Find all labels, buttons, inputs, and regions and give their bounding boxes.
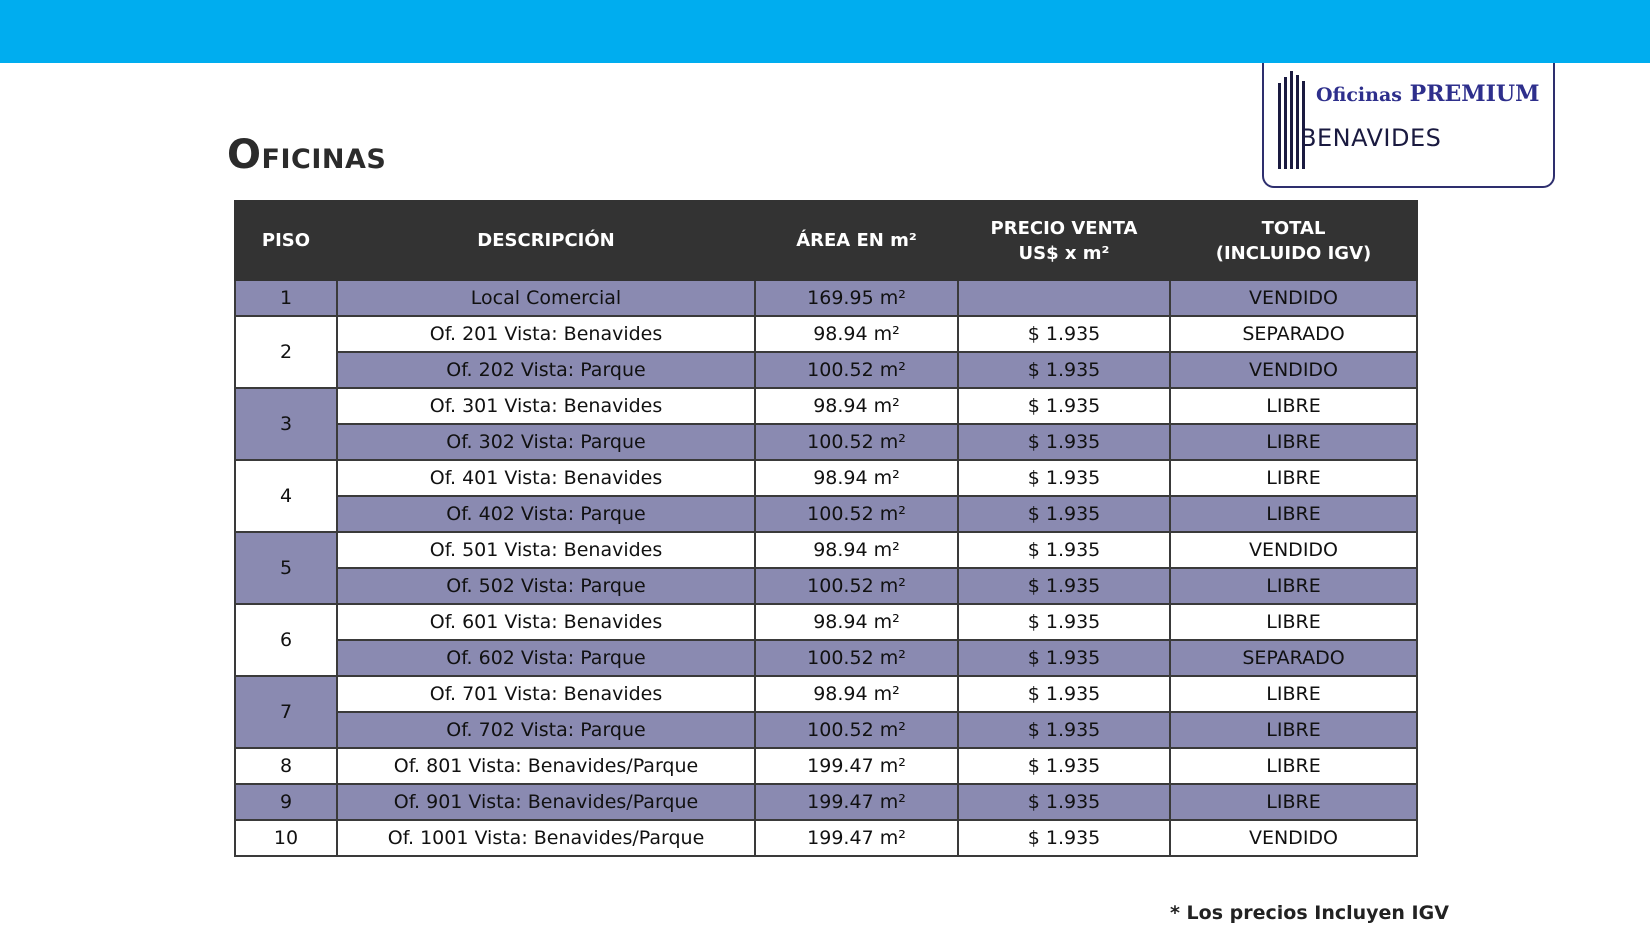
area-cell: 100.52 m² — [755, 424, 958, 460]
total-status-cell: LIBRE — [1170, 748, 1417, 784]
floor-cell: 8 — [235, 748, 337, 784]
area-cell: 199.47 m² — [755, 748, 958, 784]
area-cell: 98.94 m² — [755, 316, 958, 352]
total-status-cell: LIBRE — [1170, 676, 1417, 712]
logo-oficinas-premium-benavides — [1262, 63, 1555, 188]
building-bars-icon — [1278, 71, 1308, 169]
offices-price-table — [234, 200, 1418, 857]
area-cell: 169.95 m² — [755, 280, 958, 316]
header-piso: PISO — [235, 201, 337, 280]
table-row — [235, 496, 1417, 532]
total-status-cell: LIBRE — [1170, 712, 1417, 748]
total-status-cell: VENDIDO — [1170, 352, 1417, 388]
description-cell: Of. 901 Vista: Benavides/Parque — [337, 784, 755, 820]
description-cell: Of. 301 Vista: Benavides — [337, 388, 755, 424]
price-footnote: * Los precios Incluyen IGV — [1170, 902, 1449, 924]
total-status-cell: LIBRE — [1170, 496, 1417, 532]
price-cell: $ 1.935 — [958, 424, 1170, 460]
description-cell: Of. 402 Vista: Parque — [337, 496, 755, 532]
price-cell: $ 1.935 — [958, 532, 1170, 568]
total-status-cell: LIBRE — [1170, 604, 1417, 640]
description-cell: Of. 1001 Vista: Benavides/Parque — [337, 820, 755, 856]
price-cell: $ 1.935 — [958, 748, 1170, 784]
description-cell: Of. 702 Vista: Parque — [337, 712, 755, 748]
area-cell: 98.94 m² — [755, 388, 958, 424]
price-cell: $ 1.935 — [958, 712, 1170, 748]
description-cell: Of. 201 Vista: Benavides — [337, 316, 755, 352]
header-descripcion: DESCRIPCIÓN — [337, 201, 755, 280]
description-cell: Of. 801 Vista: Benavides/Parque — [337, 748, 755, 784]
table-row — [235, 352, 1417, 388]
price-cell: $ 1.935 — [958, 604, 1170, 640]
total-status-cell: VENDIDO — [1170, 820, 1417, 856]
floor-cell: 1 — [235, 280, 337, 316]
total-status-cell: SEPARADO — [1170, 316, 1417, 352]
table-row — [235, 640, 1417, 676]
floor-cell: 3 — [235, 388, 337, 460]
price-cell: $ 1.935 — [958, 352, 1170, 388]
logo-location-text: BENAVIDES — [1300, 124, 1442, 152]
floor-cell: 2 — [235, 316, 337, 388]
table-row — [235, 712, 1417, 748]
area-cell: 98.94 m² — [755, 532, 958, 568]
page-title: OFICINAS — [227, 132, 387, 178]
description-cell: Of. 501 Vista: Benavides — [337, 532, 755, 568]
description-cell: Of. 602 Vista: Parque — [337, 640, 755, 676]
price-cell: $ 1.935 — [958, 676, 1170, 712]
total-status-cell: LIBRE — [1170, 784, 1417, 820]
area-cell: 100.52 m² — [755, 640, 958, 676]
description-cell: Of. 401 Vista: Benavides — [337, 460, 755, 496]
top-banner-bar — [0, 0, 1650, 63]
area-cell: 98.94 m² — [755, 676, 958, 712]
area-cell: 100.52 m² — [755, 352, 958, 388]
description-cell: Of. 502 Vista: Parque — [337, 568, 755, 604]
table-row — [235, 316, 1417, 352]
area-cell: 100.52 m² — [755, 712, 958, 748]
table-row — [235, 748, 1417, 784]
table-row — [235, 280, 1417, 316]
total-status-cell: LIBRE — [1170, 424, 1417, 460]
floor-cell: 7 — [235, 676, 337, 748]
price-cell: $ 1.935 — [958, 820, 1170, 856]
price-cell: $ 1.935 — [958, 496, 1170, 532]
total-status-cell: VENDIDO — [1170, 280, 1417, 316]
area-cell: 199.47 m² — [755, 784, 958, 820]
total-status-cell: LIBRE — [1170, 388, 1417, 424]
floor-cell: 4 — [235, 460, 337, 532]
price-cell — [958, 280, 1170, 316]
area-cell: 199.47 m² — [755, 820, 958, 856]
price-cell: $ 1.935 — [958, 316, 1170, 352]
header-total: TOTAL (INCLUIDO IGV) — [1170, 201, 1417, 280]
price-cell: $ 1.935 — [958, 784, 1170, 820]
table-row — [235, 676, 1417, 712]
table-row — [235, 388, 1417, 424]
price-cell: $ 1.935 — [958, 568, 1170, 604]
total-status-cell: SEPARADO — [1170, 640, 1417, 676]
price-cell: $ 1.935 — [958, 460, 1170, 496]
description-cell: Of. 701 Vista: Benavides — [337, 676, 755, 712]
floor-cell: 10 — [235, 820, 337, 856]
table-row — [235, 820, 1417, 856]
table-header-row — [235, 201, 1417, 280]
floor-cell: 6 — [235, 604, 337, 676]
table-row — [235, 784, 1417, 820]
table-row — [235, 568, 1417, 604]
logo-brand-text: Oficinas PREMIUM — [1316, 81, 1540, 107]
floor-cell: 9 — [235, 784, 337, 820]
header-area: ÁREA EN m² — [755, 201, 958, 280]
price-cell: $ 1.935 — [958, 388, 1170, 424]
total-status-cell: LIBRE — [1170, 568, 1417, 604]
header-precio: PRECIO VENTA US$ x m² — [958, 201, 1170, 280]
table-row — [235, 604, 1417, 640]
area-cell: 100.52 m² — [755, 496, 958, 532]
area-cell: 98.94 m² — [755, 604, 958, 640]
table-row — [235, 460, 1417, 496]
floor-cell: 5 — [235, 532, 337, 604]
description-cell: Of. 202 Vista: Parque — [337, 352, 755, 388]
price-cell: $ 1.935 — [958, 640, 1170, 676]
area-cell: 98.94 m² — [755, 460, 958, 496]
table-row — [235, 532, 1417, 568]
description-cell: Of. 601 Vista: Benavides — [337, 604, 755, 640]
total-status-cell: VENDIDO — [1170, 532, 1417, 568]
description-cell: Of. 302 Vista: Parque — [337, 424, 755, 460]
area-cell: 100.52 m² — [755, 568, 958, 604]
description-cell: Local Comercial — [337, 280, 755, 316]
table-row — [235, 424, 1417, 460]
total-status-cell: LIBRE — [1170, 460, 1417, 496]
